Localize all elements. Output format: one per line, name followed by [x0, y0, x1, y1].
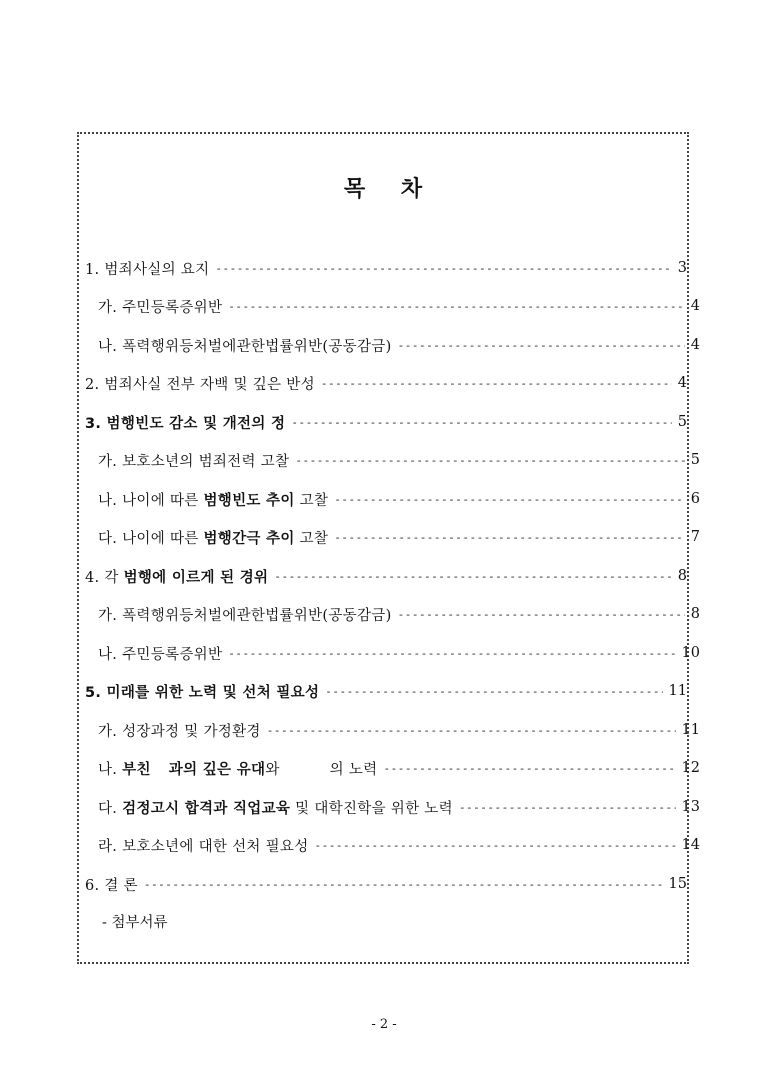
- toc-page-number: 11: [668, 683, 687, 699]
- toc-page-number: 5: [677, 414, 687, 430]
- leader-dots: [291, 416, 671, 429]
- leader-dots: [274, 570, 671, 583]
- toc-page-number: 13: [681, 799, 700, 815]
- leader-dots: [228, 647, 675, 660]
- toc-entry-6: 6. 결 론 ----- 15: [79, 872, 687, 896]
- toc-page-number: 12: [681, 760, 700, 776]
- leader-dots: [267, 724, 676, 737]
- toc-entry-3: 3. 범행빈도 감소 및 개전의 정 ----- 5: [79, 410, 687, 434]
- toc-page-number: 8: [690, 606, 700, 622]
- leader-dots: [325, 685, 662, 698]
- toc-entry-1-a: 가. 주민등록증위반 ----- 4: [79, 294, 700, 318]
- leader-dots: [321, 377, 672, 390]
- toc-entry-5-a: 가. 성장과정 및 가정환경 ----- 11: [79, 718, 700, 742]
- toc-entry-1-b: 나. 폭력행위등처벌에관한법률위반(공동감금) ----- 4: [79, 333, 700, 357]
- toc-entry-1: 1. 범죄사실의 요지 ----- 3: [79, 256, 687, 280]
- toc-entry-4: 4. 각 범행에 이르게 된 경위 ----- 8: [79, 564, 687, 588]
- toc-entry-5: 5. 미래를 위한 노력 및 선처 필요성 ----- 11: [79, 679, 687, 703]
- leader-dots: [228, 300, 684, 313]
- toc-frame: [77, 132, 700, 964]
- leader-dots: [398, 339, 685, 352]
- toc-page-number: 6: [690, 491, 700, 507]
- leader-dots: [383, 762, 675, 775]
- leader-dots: [295, 454, 684, 467]
- toc-entry-3-b: 나. 나이에 따른 범행빈도 추이 고찰 ----- 6: [79, 487, 700, 511]
- toc-entry-3-a: 가. 보호소년의 범죄전력 고찰 ----- 5: [79, 448, 700, 472]
- toc-entry-4-b: 나. 주민등록증위반 ----- 10: [79, 641, 700, 665]
- page-number: - 2 -: [371, 1017, 397, 1032]
- toc-entry-5-b: 나. 부친 과의 깊은 유대와 의 노력 ----- 12: [79, 756, 700, 780]
- toc-page-number: 8: [677, 568, 687, 584]
- attachments-note: - 첨부서류: [102, 915, 168, 931]
- leader-dots: [144, 878, 663, 891]
- toc-page-number: 10: [681, 645, 700, 661]
- leader-dots: [334, 493, 685, 506]
- leader-dots: [398, 608, 685, 621]
- toc-page-number: 11: [681, 722, 700, 738]
- leader-dots: [459, 801, 676, 814]
- toc-page-number: 3: [677, 260, 687, 276]
- toc-page-number: 4: [690, 337, 700, 353]
- toc-page-number: 15: [668, 876, 687, 892]
- toc-page-number: 7: [690, 529, 700, 545]
- toc-entry-5-c: 다. 검정고시 합격과 직업교육 및 대학진학을 위한 노력 ----- 13: [79, 795, 700, 819]
- toc-entry-2: 2. 범죄사실 전부 자백 및 깊은 반성 ----- 4: [79, 371, 687, 395]
- page-title: 목 차: [343, 177, 437, 202]
- leader-dots: [315, 839, 676, 852]
- toc-page-number: 14: [681, 837, 700, 853]
- toc-page-number: 5: [690, 452, 700, 468]
- toc-entry-3-c: 다. 나이에 따른 범행간극 추이 고찰 ----- 7: [79, 525, 700, 549]
- leader-dots: [215, 262, 671, 275]
- toc-page-number: 4: [677, 375, 687, 391]
- toc-entry-5-d: 라. 보호소년에 대한 선처 필요성 ----- 14: [79, 833, 700, 857]
- toc-page-number: 4: [690, 298, 700, 314]
- toc-entry-4-a: 가. 폭력행위등처벌에관한법률위반(공동감금) ----- 8: [79, 602, 700, 626]
- leader-dots: [334, 531, 685, 544]
